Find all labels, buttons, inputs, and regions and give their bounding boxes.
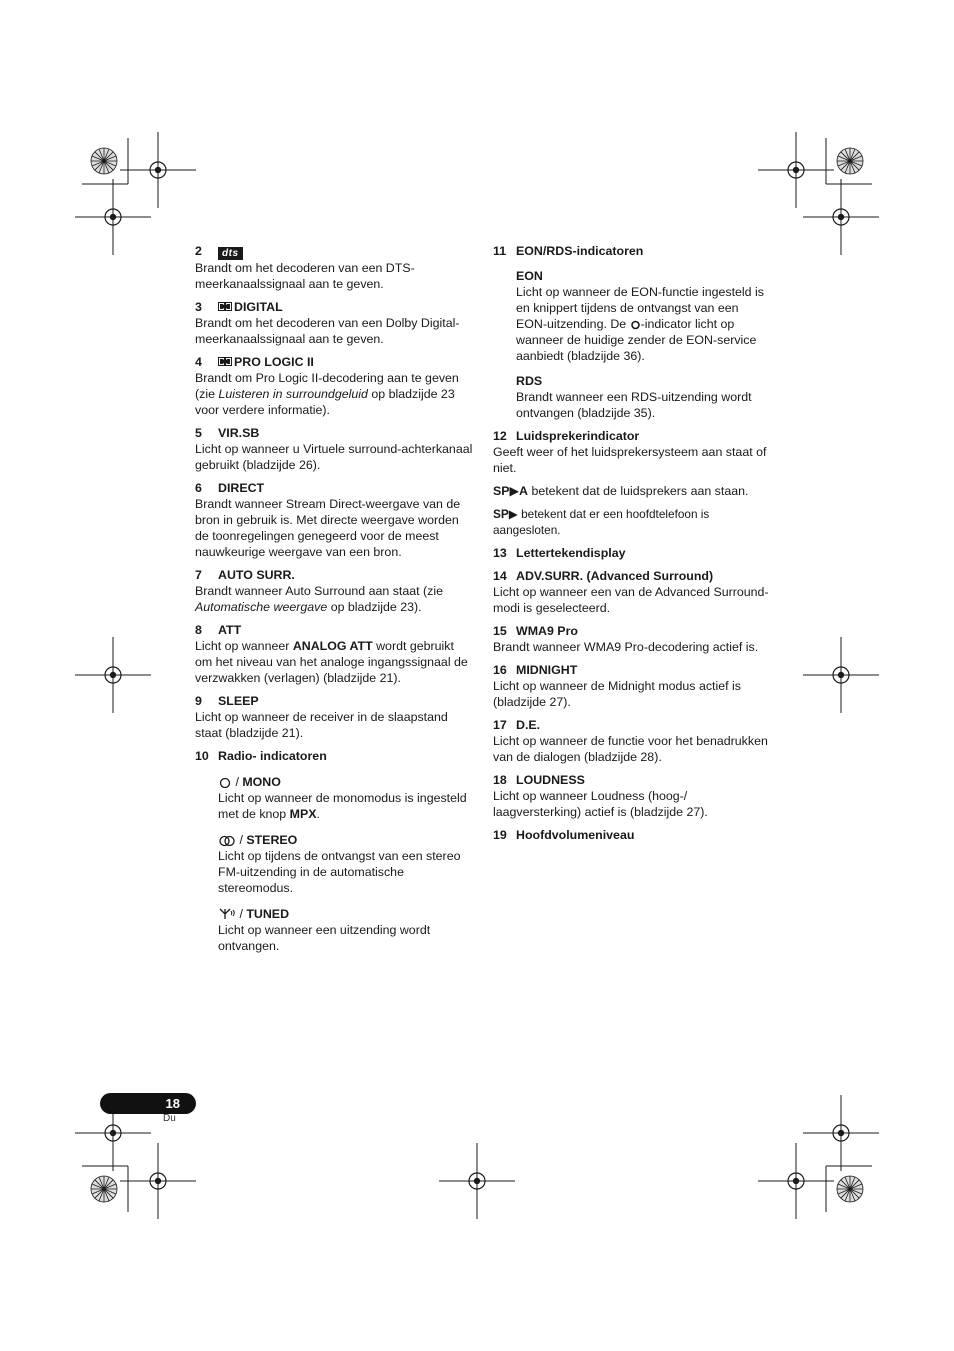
item-10 xyxy=(195,748,473,954)
item-12 xyxy=(493,428,769,476)
item-description: Brandt om het decoderen van een Dolby Digital-meerkanaalssignaal aan te geven. xyxy=(195,316,460,346)
item-3 xyxy=(195,299,473,347)
item-title: LOUDNESS xyxy=(516,773,585,787)
item-14 xyxy=(493,568,769,616)
sub-title: EON xyxy=(516,269,543,283)
item-title: DIRECT xyxy=(218,481,265,495)
item-number: 3 xyxy=(195,300,202,314)
item-title: EON/RDS-indicatoren xyxy=(516,244,644,258)
item-description: Licht op wanneer de receiver in de slaapstand staat (bladzijde 21). xyxy=(195,710,448,740)
item-number: 10 xyxy=(195,749,209,763)
right-column xyxy=(493,243,769,850)
item-number: 16 xyxy=(493,663,507,677)
dolby-dd-icon xyxy=(218,302,232,311)
sp-label: SP▶ xyxy=(493,507,518,521)
item-9 xyxy=(195,693,473,741)
item-17 xyxy=(493,717,769,765)
item-8 xyxy=(195,622,473,686)
eon-indicator-icon xyxy=(630,319,641,330)
item-description: Brandt wanneer Auto Surround aan staat (zie Automatische weergave op bladzijde 23). xyxy=(195,584,443,614)
item-title: SLEEP xyxy=(218,694,259,708)
item-title: AUTO SURR. xyxy=(218,568,295,582)
item-number: 4 xyxy=(195,355,202,369)
item-title: ADV.SURR. (Advanced Surround) xyxy=(516,569,714,583)
item-number: 17 xyxy=(493,718,507,732)
radio-sub-stereo xyxy=(218,832,473,896)
item-number: 15 xyxy=(493,624,507,638)
item-4 xyxy=(195,354,473,418)
item-number: 19 xyxy=(493,828,507,842)
item-13 xyxy=(493,545,769,561)
item-description: Licht op wanneer de Midnight modus actief is (bladzijde 27). xyxy=(493,679,741,709)
separator: / xyxy=(239,907,247,921)
antenna-icon xyxy=(218,907,236,920)
item-18 xyxy=(493,772,769,820)
left-column xyxy=(195,243,473,961)
item-description: Licht op wanneer de functie voor het benadrukken van de dialogen (bladzijde 28). xyxy=(493,734,768,764)
item-title: DIGITAL xyxy=(234,300,283,314)
item-description: Licht op wanneer ANALOG ATT wordt gebruikt om het niveau van het analoge ingangssignaal de verzwakken (verlagen) (bladzijde 21). xyxy=(195,639,468,685)
sub-title: RDS xyxy=(516,374,543,388)
sub-description: Brandt wanneer een RDS-uitzending wordt ontvangen (bladzijde 35). xyxy=(516,390,752,420)
item-number: 13 xyxy=(493,546,507,560)
sp-note: SP▶ betekent dat er een hoofdtelefoon is aangesloten. xyxy=(493,507,710,537)
sub-description: Licht op wanneer de EON-functie ingesteld is en knippert tijdens de ontvangst van een EON-uitzending. De -indicator licht op wanneer de huidige zender de EON-service aanbiedt (bladzijde 36). xyxy=(516,285,764,363)
sub-title: MONO xyxy=(242,775,281,789)
sub-description: Licht op wanneer de monomodus is ingesteld met de knop MPX. xyxy=(218,791,467,821)
sub-description: Licht op tijdens de ontvangst van een stereo FM-uitzending in de automatische stereomodus. xyxy=(218,849,461,895)
mono-icon xyxy=(218,776,232,788)
item-16 xyxy=(493,662,769,710)
dts-logo-icon: dts xyxy=(218,247,243,260)
item-description: Licht op wanneer Loudness (hoog-/ laagversterking) actief is (bladzijde 27). xyxy=(493,789,708,819)
item-number: 5 xyxy=(195,426,202,440)
item-number: 14 xyxy=(493,569,507,583)
separator: / xyxy=(239,833,247,847)
page-language-code: Du xyxy=(163,1113,176,1124)
item-number: 12 xyxy=(493,429,507,443)
item-description: Licht op wanneer u Virtuele surround-achterkanaal gebruikt (bladzijde 26). xyxy=(195,442,473,472)
item-number: 2 xyxy=(195,244,202,258)
item-title: VIR.SB xyxy=(218,426,260,440)
item-number: 7 xyxy=(195,568,202,582)
item-5 xyxy=(195,425,473,473)
item-description: Brandt wanneer Stream Direct-weergave van de bron in gebruik is. Met directe weergave worden de toonregelingen genegeerd voor de meest nauwkeurige weergave van een bron. xyxy=(195,497,461,559)
item-title: D.E. xyxy=(516,718,541,732)
sp-a-note: SP▶A betekent dat de luidsprekers aan staan. xyxy=(493,484,749,498)
sp-a-label: SP▶A xyxy=(493,484,529,498)
radio-sub-mono xyxy=(218,774,473,822)
item-title: Luidsprekerindicator xyxy=(516,429,640,443)
item-11 xyxy=(493,243,769,421)
page-number-badge: 18 xyxy=(100,1093,196,1114)
item-2 xyxy=(195,243,473,292)
stereo-icon xyxy=(218,834,236,846)
item-number: 9 xyxy=(195,694,202,708)
item-description: Brandt om het decoderen van een DTS-meerkanaalssignaal aan te geven. xyxy=(195,261,415,291)
radio-sub-tuned xyxy=(218,906,473,954)
item-title: WMA9 Pro xyxy=(516,624,578,638)
rds-sub xyxy=(516,373,769,421)
item-title: Lettertekendisplay xyxy=(516,546,626,560)
item-title: PRO LOGIC II xyxy=(234,355,314,369)
sub-title: TUNED xyxy=(246,907,290,921)
item-description: Brandt om Pro Logic II-decodering aan te geven (zie Luisteren in surroundgeluid op bladzijde 23 voor verdere informatie). xyxy=(195,371,459,417)
sub-title: STEREO xyxy=(246,833,298,847)
item-title: Radio- indicatoren xyxy=(218,749,327,763)
item-number: 18 xyxy=(493,773,507,787)
item-19 xyxy=(493,827,769,843)
sub-description: Licht op wanneer een uitzending wordt ontvangen. xyxy=(218,923,431,953)
item-title: Hoofdvolumeniveau xyxy=(516,828,635,842)
item-description: Licht op wanneer een van de Advanced Surround-modi is geselecteerd. xyxy=(493,585,769,615)
item-title: ATT xyxy=(218,623,242,637)
item-number: 8 xyxy=(195,623,202,637)
item-6 xyxy=(195,480,473,560)
eon-sub xyxy=(516,268,769,364)
item-description: Geeft weer of het luidsprekersysteem aan staat of niet. xyxy=(493,445,767,475)
item-title: MIDNIGHT xyxy=(516,663,578,677)
item-description: Brandt wanneer WMA9 Pro-decodering actief is. xyxy=(493,640,759,654)
item-15 xyxy=(493,623,769,655)
item-7 xyxy=(195,567,473,615)
dolby-dd-icon xyxy=(218,357,232,366)
item-number: 11 xyxy=(493,244,507,258)
item-number: 6 xyxy=(195,481,202,495)
separator: / xyxy=(235,775,243,789)
